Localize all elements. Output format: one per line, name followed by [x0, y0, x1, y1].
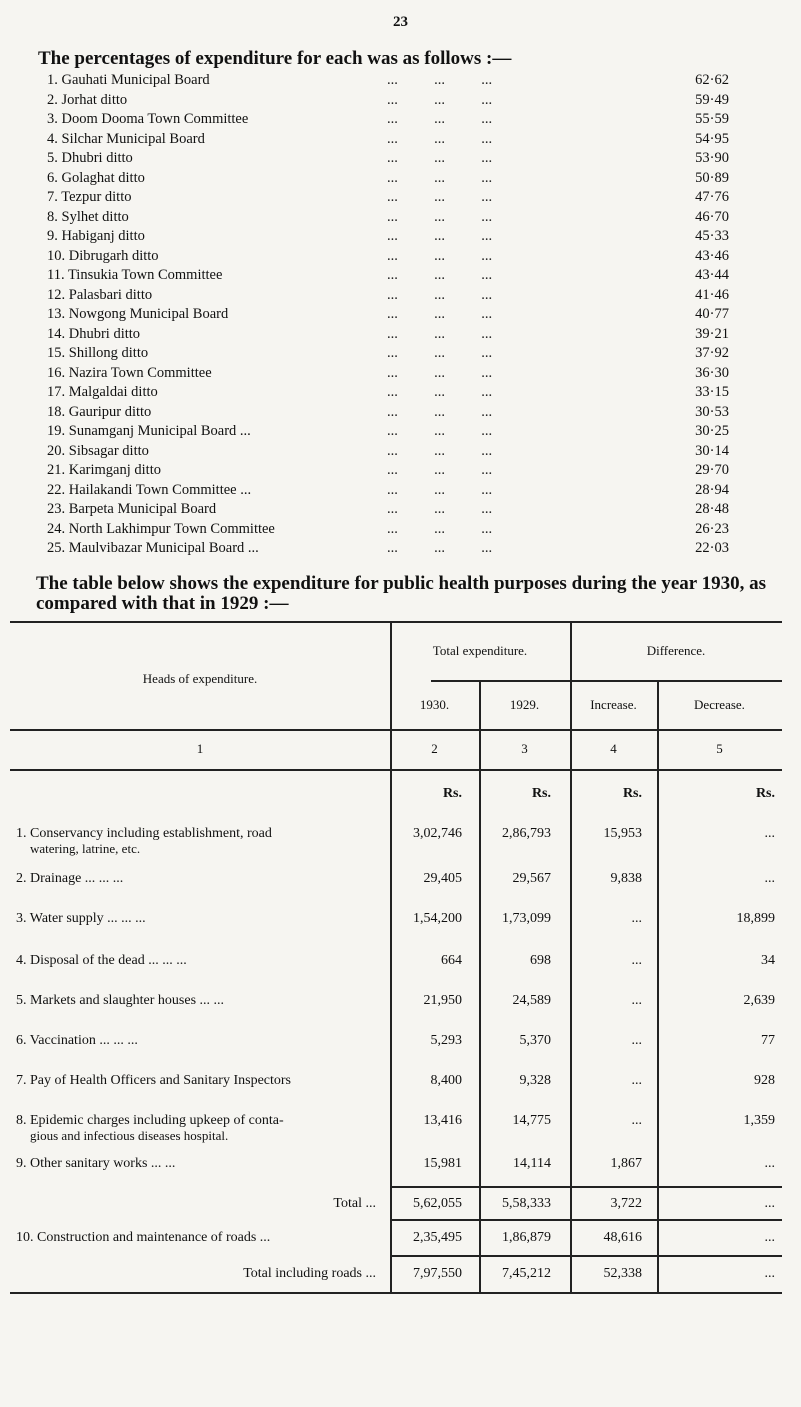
- unit-increase: Rs.: [622, 786, 642, 801]
- percentage-value: 43·46: [695, 247, 729, 264]
- percentage-value: 28·94: [695, 481, 729, 498]
- percentage-row: [47, 287, 767, 307]
- leader-dots: ... ... ...: [387, 462, 493, 478]
- table-row-sublabel: gious and infectious diseases hospital.: [30, 1128, 229, 1143]
- table-row-y1929: 2,86,793: [502, 826, 551, 841]
- table-row-label: 2. Drainage ... ... ...: [16, 871, 124, 886]
- percentage-value: 54·95: [695, 130, 729, 147]
- table-row-y1929: 9,328: [519, 1073, 551, 1088]
- percentage-row: [47, 462, 767, 482]
- percentage-row: [47, 72, 767, 92]
- col-number-3: 3: [521, 741, 528, 756]
- table-row-y1929: 14,775: [512, 1113, 551, 1128]
- percentage-row: [47, 209, 767, 229]
- percentage-value: 47·76: [695, 189, 729, 205]
- board-name: 12. Palasbari ditto: [47, 286, 153, 303]
- percentage-row: [47, 306, 767, 326]
- leader-dots: ... ... ...: [387, 403, 493, 420]
- percentage-value: 40·77: [695, 306, 729, 322]
- percentage-value: 30·53: [695, 403, 729, 420]
- percentage-row: [47, 482, 767, 502]
- leader-dots: ... ... ...: [387, 130, 493, 147]
- table-row-inc: 9,838: [610, 871, 642, 886]
- leader-dots: ... ... ...: [387, 345, 493, 361]
- leader-dots: ... ... ...: [387, 442, 493, 459]
- leader-dots: ... ... ...: [387, 72, 493, 88]
- percentage-row: [47, 189, 767, 209]
- intro-text: The percentages of expenditure for each was as follows :—: [38, 48, 512, 69]
- table-row-y1930: 8,400: [430, 1073, 462, 1088]
- table-row-y1929: 1,73,099: [502, 911, 551, 926]
- table-row-label: 3. Water supply ... ... ...: [16, 911, 146, 926]
- table-row-label: 1. Conservancy including establishment, road: [16, 826, 272, 841]
- table-row-dec: 928: [754, 1073, 775, 1088]
- board-name: 22. Hailakandi Town Committee ...: [47, 481, 252, 498]
- unit-decrease: Rs.: [755, 786, 775, 801]
- total-row-label: Total ...: [333, 1196, 376, 1211]
- percentage-value: 39·21: [695, 325, 729, 342]
- board-name: 4. Silchar Municipal Board: [47, 130, 205, 147]
- table-row-y1930: 3,02,746: [413, 826, 462, 841]
- board-name: 18. Gauripur ditto: [47, 403, 152, 420]
- leader-dots: ... ... ...: [387, 150, 493, 166]
- leader-dots: ... ... ...: [387, 111, 493, 127]
- percentage-value: 43·44: [695, 267, 729, 283]
- table-row-dec: 2,639: [743, 993, 775, 1008]
- decrease-header: Decrease.: [694, 697, 745, 712]
- table-row-y1930: 21,950: [423, 993, 462, 1008]
- table-row-inc: ...: [631, 1073, 642, 1088]
- table-row-y1930: 29,405: [423, 871, 462, 886]
- leader-dots: ... ... ...: [387, 540, 493, 556]
- percentage-row: [47, 150, 767, 170]
- table-top-rule: [10, 621, 782, 623]
- table-row-label: 6. Vaccination ... ... ...: [16, 1033, 138, 1048]
- roads-row-inc: 48,616: [603, 1230, 642, 1245]
- board-name: 20. Sibsagar ditto: [47, 442, 149, 459]
- total-row-y1930: 5,62,055: [413, 1196, 462, 1211]
- column-number-rule: [10, 769, 782, 771]
- board-name: 11. Tinsukia Town Committee: [47, 267, 223, 283]
- board-name: 25. Maulvibazar Municipal Board ...: [47, 540, 259, 556]
- unit-1929: Rs.: [531, 786, 551, 801]
- board-name: 14. Dhubri ditto: [47, 325, 141, 342]
- percentage-value: 28·48: [695, 501, 729, 517]
- grand-total-row-y1929: 7,45,212: [502, 1266, 551, 1281]
- percentage-value: 22·03: [695, 540, 729, 556]
- table-row-y1929: 29,567: [512, 871, 551, 886]
- percentage-value: 33·15: [695, 384, 729, 400]
- grand-rule: [390, 1255, 782, 1257]
- percentage-row: [47, 345, 767, 365]
- percentage-row: [47, 131, 767, 151]
- table-row-inc: ...: [631, 953, 642, 968]
- board-name: 9. Habiganj ditto: [47, 228, 145, 244]
- percentage-value: 29·70: [695, 462, 729, 478]
- table-row-label: 7. Pay of Health Officers and Sanitary Inspectors: [16, 1073, 291, 1088]
- leader-dots: ... ... ...: [387, 481, 493, 498]
- table-row-label: 5. Markets and slaughter houses ... ...: [16, 993, 225, 1008]
- table-row-y1929: 5,370: [519, 1033, 551, 1048]
- percentage-value: 36·30: [695, 364, 729, 381]
- table-row-label: 4. Disposal of the dead ... ... ...: [16, 953, 187, 968]
- table-row-inc: ...: [631, 993, 642, 1008]
- grand-total-row-y1930: 7,97,550: [413, 1266, 462, 1281]
- roads-row-label: 10. Construction and maintenance of roads ...: [16, 1230, 271, 1245]
- table-row-dec: 18,899: [736, 911, 775, 926]
- percentage-row: [47, 92, 767, 112]
- board-name: 8. Sylhet ditto: [47, 208, 129, 225]
- board-name: 6. Golaghat ditto: [47, 169, 145, 186]
- percentage-value: 30·25: [695, 423, 729, 439]
- percentage-row: [47, 248, 767, 268]
- percentage-row: [47, 170, 767, 190]
- leader-dots: ... ... ...: [387, 267, 493, 283]
- table-row-dec: ...: [764, 871, 775, 886]
- increase-header: Increase.: [590, 697, 637, 712]
- table-row-y1929: 14,114: [513, 1156, 551, 1171]
- year-1929-header: 1929.: [509, 697, 540, 712]
- leader-dots: ... ... ...: [387, 364, 493, 381]
- col-number-2: 2: [431, 741, 438, 756]
- percentage-value: 41·46: [695, 286, 729, 303]
- board-name: 19. Sunamganj Municipal Board ...: [47, 423, 251, 439]
- table-row-dec: 1,359: [743, 1113, 775, 1128]
- percentage-value: 26·23: [695, 520, 729, 537]
- table-row-label: 8. Epidemic charges including upkeep of conta-: [16, 1113, 284, 1128]
- table-row-inc: 15,953: [603, 826, 642, 841]
- table-row-dec: ...: [764, 1156, 775, 1171]
- percentage-row: [47, 501, 767, 521]
- leader-dots: ... ... ...: [387, 228, 493, 244]
- total-rule: [390, 1186, 782, 1188]
- total-expenditure-header: Total expenditure.: [432, 643, 528, 658]
- table-row-inc: ...: [631, 911, 642, 926]
- table-intro-paragraph: The table below shows the expenditure for public health purposes during the year 1930, as compared with that in 1929 :—: [36, 573, 766, 614]
- table-row-inc: ...: [631, 1033, 642, 1048]
- roads-rule: [390, 1219, 782, 1221]
- unit-1930: Rs.: [442, 786, 462, 801]
- table-row-y1929: 698: [530, 953, 551, 968]
- board-name: 15. Shillong ditto: [47, 345, 149, 361]
- col-number-1: 1: [196, 741, 204, 756]
- table-row-y1930: 664: [441, 953, 462, 968]
- table-row-y1930: 13,416: [423, 1113, 462, 1128]
- board-name: 21. Karimganj ditto: [47, 462, 161, 478]
- grand-total-row-inc: 52,338: [603, 1266, 642, 1281]
- percentage-row: [47, 326, 767, 346]
- leader-dots: ... ... ...: [387, 520, 493, 537]
- roads-row-dec: ...: [764, 1230, 775, 1245]
- board-name: 1. Gauhati Municipal Board: [47, 72, 210, 88]
- leader-dots: ... ... ...: [387, 208, 493, 225]
- table-row-y1929: 24,589: [512, 993, 551, 1008]
- heads-header: Heads of expenditure.: [142, 671, 258, 686]
- percentage-row: [47, 521, 767, 541]
- roads-row-y1929: 1,86,879: [502, 1230, 551, 1245]
- col-number-5: 5: [716, 741, 723, 756]
- table-row-label: 9. Other sanitary works ... ...: [16, 1156, 176, 1171]
- board-name: 2. Jorhat ditto: [47, 91, 128, 108]
- percentage-row: [47, 443, 767, 463]
- table-row-sublabel: watering, latrine, etc.: [30, 841, 141, 856]
- board-name: 7. Tezpur ditto: [47, 189, 132, 205]
- percentage-value: 45·33: [695, 228, 729, 244]
- board-name: 3. Doom Dooma Town Committee: [47, 111, 249, 127]
- table-row-y1930: 1,54,200: [413, 911, 462, 926]
- board-name: 23. Barpeta Municipal Board: [47, 501, 217, 517]
- total-row-inc: 3,722: [610, 1196, 642, 1211]
- percentage-row: [47, 404, 767, 424]
- difference-header: Difference.: [646, 643, 706, 658]
- table-row-y1930: 5,293: [430, 1033, 462, 1048]
- percentage-value: 30·14: [695, 442, 729, 459]
- percentage-value: 37·92: [695, 345, 729, 361]
- board-name: 17. Malgaldai ditto: [47, 384, 158, 400]
- board-name: 16. Nazira Town Committee: [47, 364, 212, 381]
- total-row-dec: ...: [764, 1196, 775, 1211]
- board-name: 13. Nowgong Municipal Board: [47, 306, 229, 322]
- leader-dots: ... ... ...: [387, 91, 493, 108]
- percentage-row: [47, 540, 767, 560]
- percentage-row: [47, 384, 767, 404]
- percentage-value: 46·70: [695, 208, 729, 225]
- leader-dots: ... ... ...: [387, 189, 493, 205]
- board-name: 10. Dibrugarh ditto: [47, 247, 159, 264]
- header-rule: [10, 729, 782, 731]
- percentage-value: 62·62: [695, 72, 729, 88]
- percentage-value: 50·89: [695, 169, 729, 186]
- grand-total-row-label: Total including roads ...: [243, 1266, 376, 1281]
- leader-dots: ... ... ...: [387, 286, 493, 303]
- percentage-value: 53·90: [695, 150, 729, 166]
- col-number-4: 4: [610, 741, 617, 756]
- percentage-list: [47, 72, 767, 560]
- table-row-dec: 34: [761, 953, 775, 968]
- table-row-dec: 77: [761, 1033, 775, 1048]
- board-name: 5. Dhubri ditto: [47, 150, 133, 166]
- table-row-inc: 1,867: [610, 1156, 642, 1171]
- total-row-y1929: 5,58,333: [502, 1196, 551, 1211]
- percentage-value: 59·49: [695, 91, 729, 108]
- leader-dots: ... ... ...: [387, 306, 493, 322]
- leader-dots: ... ... ...: [387, 384, 493, 400]
- percentage-row: [47, 111, 767, 131]
- table-row-dec: ...: [764, 826, 775, 841]
- leader-dots: ... ... ...: [387, 325, 493, 342]
- group-header-rule: [431, 680, 782, 682]
- leader-dots: ... ... ...: [387, 501, 493, 517]
- year-1930-header: 1930.: [419, 697, 450, 712]
- percentage-value: 55·59: [695, 111, 729, 127]
- table-row-y1930: 15,981: [423, 1156, 462, 1171]
- roads-row-y1930: 2,35,495: [413, 1230, 462, 1245]
- percentage-row: [47, 365, 767, 385]
- percentage-row: [47, 423, 767, 443]
- page-number: 23: [393, 14, 408, 30]
- percentage-row: [47, 228, 767, 248]
- leader-dots: ... ... ...: [387, 247, 493, 264]
- table-bottom-rule: [10, 1292, 782, 1294]
- leader-dots: ... ... ...: [387, 169, 493, 186]
- leader-dots: ... ... ...: [387, 423, 493, 439]
- table-row-inc: ...: [631, 1113, 642, 1128]
- grand-total-row-dec: ...: [764, 1266, 775, 1281]
- board-name: 24. North Lakhimpur Town Committee: [47, 520, 275, 537]
- percentage-row: [47, 267, 767, 287]
